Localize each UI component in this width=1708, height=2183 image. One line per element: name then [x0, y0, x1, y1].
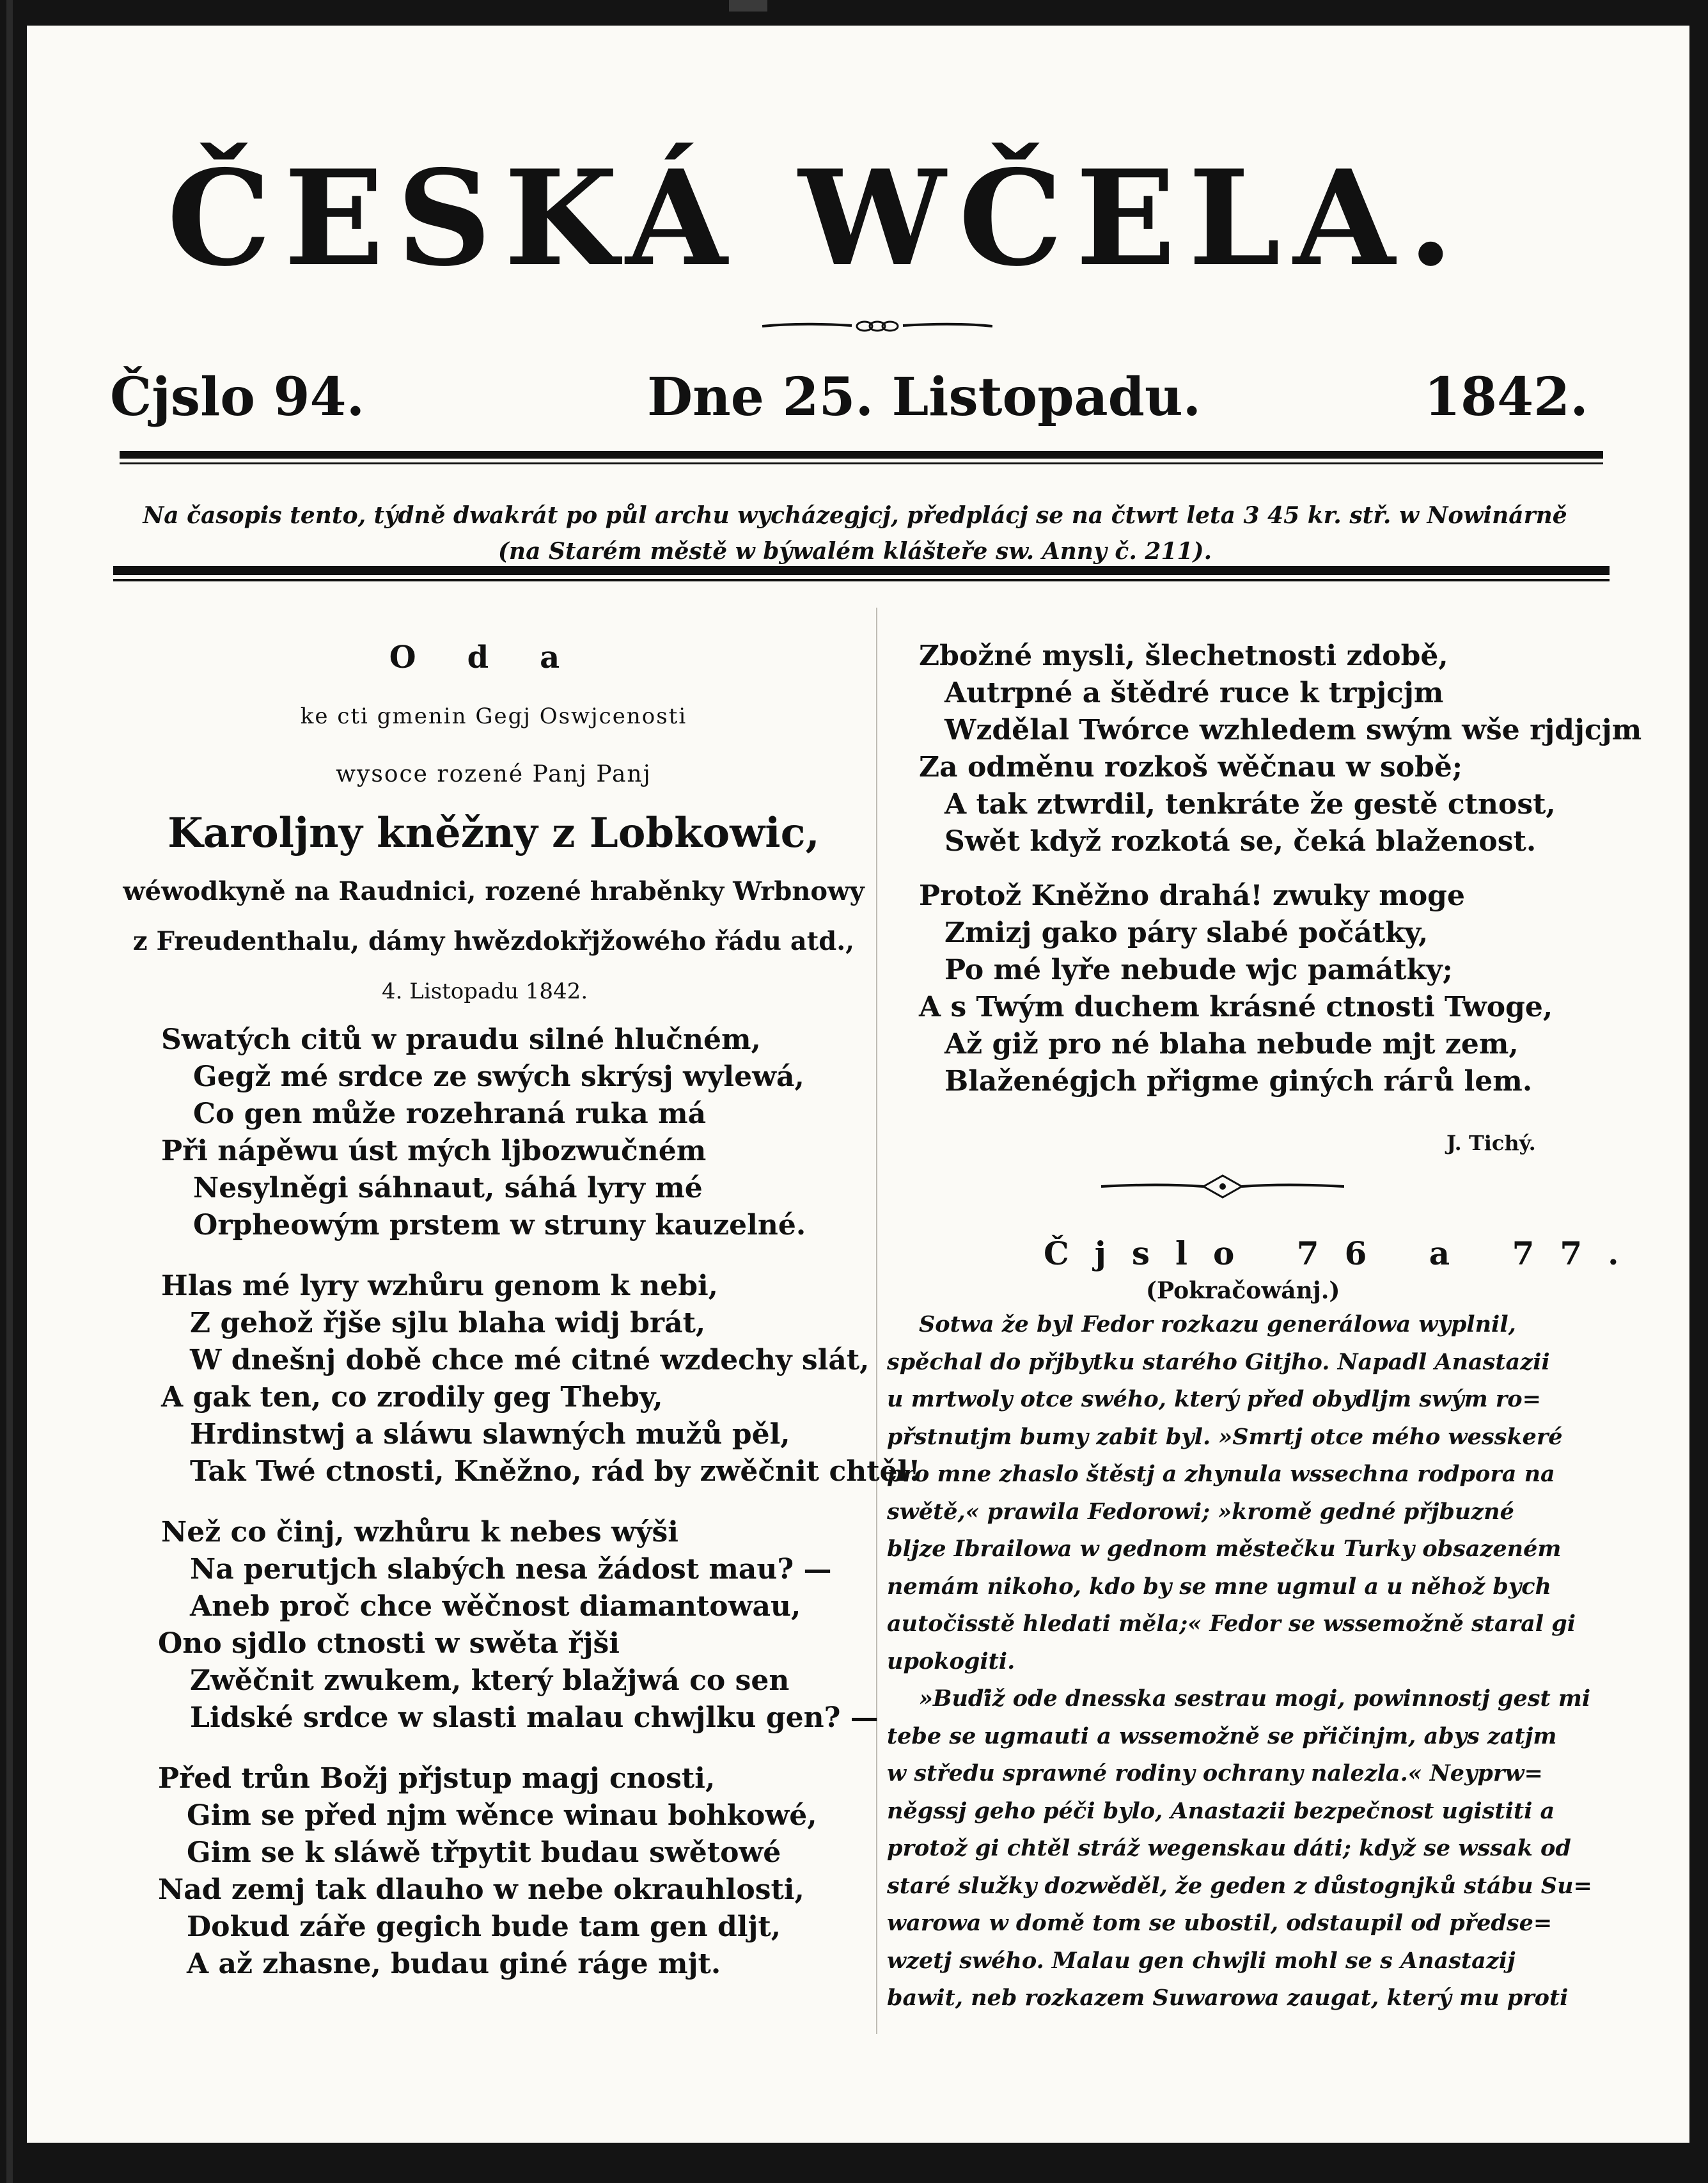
poem-line: Při nápěwu úst mých ljbozwučném: [161, 1135, 707, 1167]
poem-line: Zbožné mysli, šlechetnosti zdobě,: [919, 640, 1448, 672]
poem-line: Orpheowým prstem w struny kauzelné.: [193, 1209, 806, 1241]
serial-line: wzetj swého. Malau gen chwjli mohl se s Anastazij: [887, 1947, 1516, 1974]
poem-line: Dokud záře gegich bude tam gen dljt,: [187, 1911, 781, 1943]
serial-line: pro mne zhaslo štěstj a zhynula wssechna rodpora na: [887, 1461, 1555, 1487]
issue-year: 1842.: [1424, 366, 1588, 428]
scan-border-mark: [729, 0, 767, 12]
dedication-date: 4. Listopadu 1842.: [382, 979, 588, 1004]
serial-line: w středu sprawné rodiny ochrany nalezla.« Neyprw=: [887, 1760, 1543, 1786]
newspaper-page: [27, 26, 1689, 2143]
poem-line: Gim se k sláwě třpytit budau swětowé: [187, 1836, 781, 1869]
serial-line: upokogiti.: [887, 1648, 1015, 1675]
subscription-notice-line2: (na Starém městě w býwalém klášteře sw. Anny č. 211).: [498, 538, 1212, 565]
poem-line: Za odměnu rozkoš wěčnau w sobě;: [919, 751, 1463, 784]
poem-line: Tak Twé ctnosti, Kněžno, rád by zwěčnit chtěl!: [190, 1455, 921, 1488]
ode-title: Oda: [389, 640, 611, 675]
serial-line: bawit, neb rozkazem Suwarowa zaugat, který mu proti: [887, 1985, 1569, 2011]
subscription-notice-line1: Na časopis tento, týdně dwakrát po půl archu wycházegjcj, předplácj se na čtwrt leta 3 45 kr. stř. w Nowinárně: [143, 502, 1567, 529]
poem-line: Lidské srdce w slasti malau chwjlku gen? —: [190, 1701, 879, 1734]
poem-line: A s Twým duchem krásné ctnosti Twoge,: [919, 991, 1553, 1023]
serial-line: protož gi chtěl stráž wegenskau dáti; když se wssak od: [887, 1835, 1571, 1861]
issue-number: Čjslo 94.: [110, 366, 365, 428]
notice-rule-thin: [113, 579, 1610, 581]
poem-line: W dnešnj době chce mé citné wzdechy slát,: [190, 1344, 870, 1376]
poem-line: Autrpné a štědré ruce k trpjcjm: [944, 677, 1444, 709]
notice-rule-thick: [113, 566, 1610, 575]
poem-line: Aneb proč chce wěčnost diamantowau,: [190, 1590, 801, 1623]
subscription-notice: [110, 498, 1600, 569]
honoree-title: wéwodkyně na Raudnici, rozené hraběnky Wrbnowy: [123, 876, 865, 906]
poem-line: Zwěčnit zwukem, který blažjwá co sen: [190, 1664, 790, 1697]
poem-line: Před trůn Božj přjstup magj cnosti,: [158, 1762, 716, 1795]
scan-border-mark: [6, 0, 13, 2183]
poem-line: Nesylněgi sáhnaut, sáhá lyry mé: [193, 1172, 703, 1204]
dedication-line: wysoce rozené Panj Panj: [336, 761, 652, 787]
poem-line: Nad zemj tak dlauho w nebe okrauhlosti,: [158, 1873, 804, 1906]
issue-date: Dne 25. Listopadu.: [647, 366, 1202, 428]
masthead-rule-thin: [120, 462, 1603, 464]
honoree-name: Karoljny kněžny z Lobkowic,: [168, 809, 820, 857]
serial-line: »Buďiž ode dnesska sestrau mogi, powinnostj gest mi: [919, 1685, 1591, 1712]
poem-line: Protož Kněžno drahá! zwuky moge: [919, 879, 1465, 912]
poem-line: Z gehož řjše sjlu blaha widj brát,: [190, 1307, 706, 1339]
poem-line: Na perutjch slabých nesa žádost mau? —: [190, 1553, 832, 1586]
serial-line: tebe se ugmauti a wssemožně se přičinjm, abys zatjm: [887, 1722, 1557, 1749]
serial-line: Sotwa že byl Fedor rozkazu generálowa wyplnil,: [919, 1311, 1516, 1337]
serial-subheading: (Pokračowánj.): [1146, 1277, 1340, 1304]
poem-line: Než co činj, wzhůru k nebes wýši: [161, 1516, 678, 1549]
honoree-title: z Freudenthalu, dámy hwězdokřjžowého řádu atd.,: [132, 926, 855, 956]
poem-line: Hrdinstwj a sláwu slawných mužů pěl,: [190, 1418, 790, 1451]
poem-line: Ono sjdlo ctnosti w swěta řjši: [158, 1627, 620, 1660]
serial-heading: Čjslo 76 a 77.: [1044, 1234, 1645, 1272]
masthead-ornament: [762, 313, 992, 339]
serial-line: u mrtwoly otce swého, který před obydljm swým ro=: [887, 1386, 1541, 1412]
serial-line: bljze Ibrailowa w gednom městečku Turky obsazeném: [887, 1536, 1562, 1562]
poem-line: A až zhasne, budau giné ráge mjt.: [187, 1948, 721, 1980]
poem-line: Co gen může rozehraná ruka má: [193, 1098, 707, 1130]
poem-line: Po mé lyře nebude wjc památky;: [944, 954, 1453, 986]
dedication-line: ke cti gmenin Gegj Oswjcenosti: [300, 704, 687, 729]
section-vignette: [1101, 1170, 1344, 1202]
serial-line: swětě,« prawila Fedorowi; »kromě gedné přjbuzné: [887, 1498, 1514, 1525]
masthead-rule-thick: [120, 451, 1603, 459]
serial-line: autočisstě hledati měla;« Fedor se wssemožně staral gi: [887, 1611, 1576, 1637]
poem-line: A gak ten, co zrodily geg Theby,: [161, 1381, 663, 1414]
poem-line: Hlas mé lyry wzhůru genom k nebi,: [161, 1270, 718, 1302]
poem-line: Blaženégjch přigme giných ráгů lem.: [944, 1065, 1533, 1098]
serial-line: staré služky dozwěděl, že geden z důstognjků stábu Su=: [887, 1872, 1592, 1899]
serial-line: nemám nikoho, kdo by se mne ugmul a u něhož bych: [887, 1573, 1551, 1600]
poem-line: Gim se před njm wěnce winau bohkowé,: [187, 1799, 817, 1832]
poem-line: Gegž mé srdce ze swých skrýsj wylewá,: [193, 1060, 804, 1093]
serial-line: něgssj geho péči bylo, Anastazii bezpečnost ugistiti a: [887, 1797, 1555, 1824]
poem-line: Až giž pro né blaha nebude mjt zem,: [944, 1028, 1519, 1060]
serial-line: spěchal do přjbytku starého Gitjho. Napadl Anastazii: [887, 1348, 1550, 1375]
serial-line: warowa w domě tom se ubostil, odstaupil od předse=: [887, 1910, 1553, 1936]
poem-author: J. Tichý.: [1446, 1131, 1536, 1155]
poem-line: Swatých citů w praudu silné hlučném,: [161, 1023, 761, 1056]
poem-line: Swět když rozkotá se, čeká blaženost.: [944, 825, 1537, 858]
masthead-title: ČESKÁ WČELA.: [167, 142, 1466, 296]
poem-line: A tak ztwrdil, tenkráte že gestě ctnost,: [944, 788, 1556, 821]
poem-line: Zmizj gako páry slabé počátky,: [944, 917, 1429, 949]
poem-line: Wzdělal Twórce wzhledem swým wše rjdjcjm: [944, 714, 1642, 746]
serial-line: přstnutjm bumy zabit byl. »Smrtj otce mého wesskeré: [887, 1423, 1563, 1450]
